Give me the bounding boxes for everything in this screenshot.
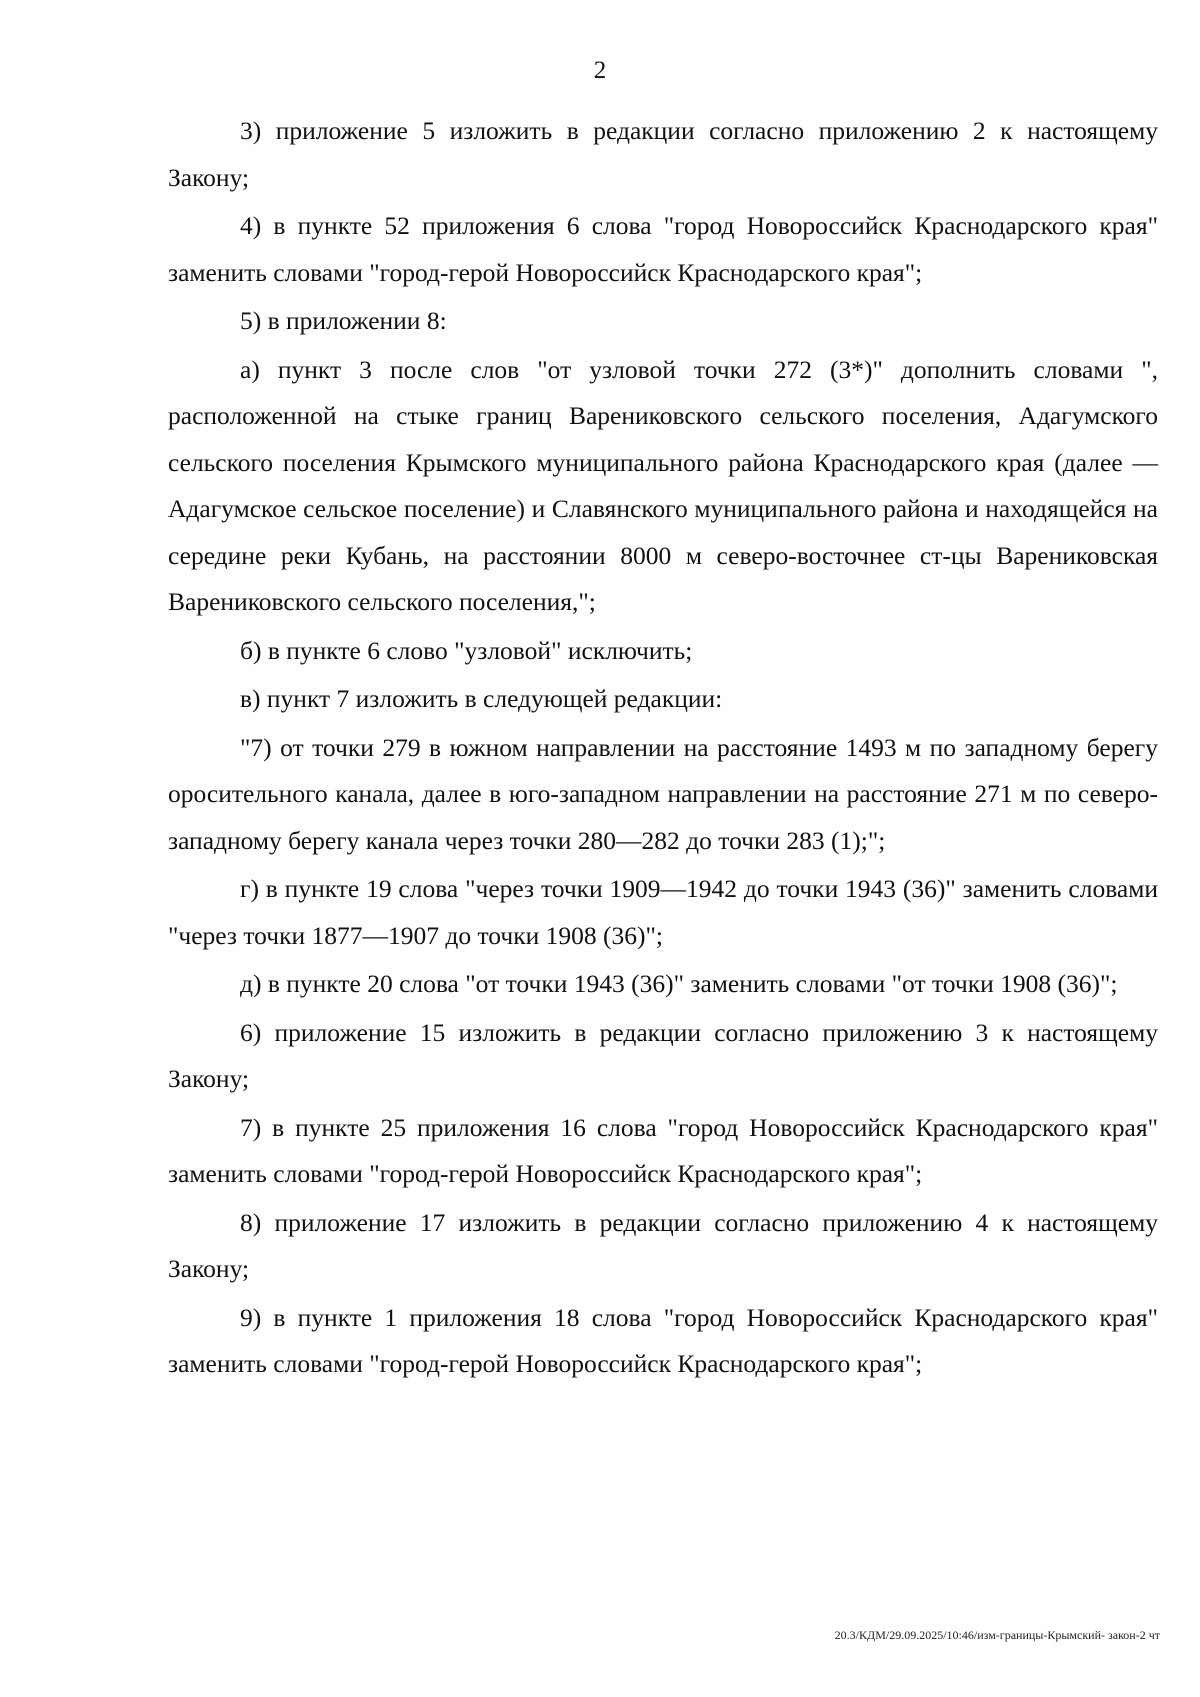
subparagraph-a: а) пункт 3 после слов "от узловой точки 272 (3*)" дополнить словами ", расположенной на стыке границ Варениковского сельского поселения, Адагумского сельского поселения Крымского муниципального района Краснодарского края (далее — Адагумское сельское поселение) и Славянского муниципального района и находящейся на середине реки Кубань, на расстоянии 8000 м северо-восточнее ст-цы Варениковская Варениковского сельского поселения,";	[168, 354, 1158, 616]
document-body	[168, 108, 1158, 1390]
document-footer-code: 20.3/КДМ/29.09.2025/10:46/изм-границы-Крымский- закон-2 чт	[834, 1628, 1160, 1642]
quoted-point-7: "7) от точки 279 в южном направлении на расстояние 1493 м по западному берегу оросительного канала, далее в юго-западном направлении на расстояние 271 м по северо-западному берегу канала через точки 280—282 до точки 283 (1);";	[168, 732, 1158, 855]
subparagraph-g: г) в пункте 19 слова "через точки 1909—1942 до точки 1943 (36)" заменить словами "через точки 1877—1907 до точки 1908 (36)";	[168, 874, 1158, 950]
paragraph-item-6: 6) приложение 15 изложить в редакции согласно приложению 3 к настоящему Закону;	[168, 1017, 1158, 1093]
paragraph-item-7: 7) в пункте 25 приложения 16 слова "город Новороссийск Краснодарского края" заменить словами "город-герой Новороссийск Краснодарского края";	[168, 1112, 1158, 1188]
subparagraph-d: д) в пункте 20 слова "от точки 1943 (36)" заменить словами "от точки 1908 (36)";	[240, 969, 1118, 998]
paragraph-item-3: 3) приложение 5 изложить в редакции согласно приложению 2 к настоящему Закону;	[168, 116, 1158, 192]
paragraph-item-4: 4) в пункте 52 приложения 6 слова "город Новороссийск Краснодарского края" заменить словами "город-герой Новороссийск Краснодарского края";	[168, 211, 1158, 287]
subparagraph-b: б) в пункте 6 слово "узловой" исключить;	[240, 635, 693, 665]
paragraph-item-9: 9) в пункте 1 приложения 18 слова "город Новороссийск Краснодарского края" заменить словами "город-герой Новороссийск Краснодарского края";	[168, 1302, 1158, 1378]
page-number: 2	[593, 57, 607, 84]
paragraph-item-8: 8) приложение 17 изложить в редакции согласно приложению 4 к настоящему Закону;	[168, 1207, 1158, 1283]
paragraph-item-5: 5) в приложении 8:	[240, 306, 447, 335]
subparagraph-v: в) пункт 7 изложить в следующей редакции:	[240, 684, 723, 713]
